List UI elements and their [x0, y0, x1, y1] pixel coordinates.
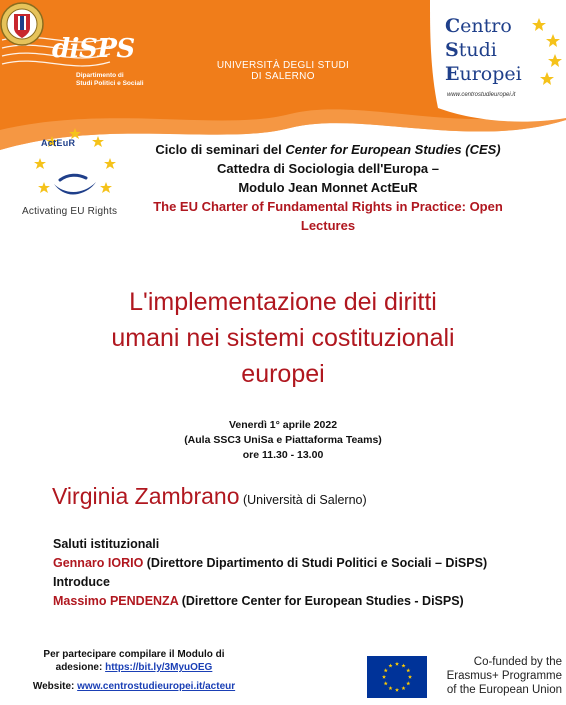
introduce-role: (Direttore Center for European Studies - DiSPS): [178, 594, 464, 608]
title-line-1: L'implementazione dei diritti: [129, 288, 437, 316]
eu-flag-icon: [367, 656, 427, 698]
cse-line-1: Centro: [445, 15, 512, 37]
cse-stars-icon: [529, 14, 563, 92]
disps-sub-line2: Studi Politici e Sociali: [76, 79, 144, 87]
event-title: [40, 284, 526, 392]
greetings-label: Saluti istituzionali: [53, 537, 160, 551]
event-date: Venerdì 1° aprile 2022: [228, 419, 338, 431]
registration-info: [24, 648, 244, 693]
greetings-row: [53, 554, 553, 573]
intro-line-2: Cattedra di Sociologia dell'Europa –: [217, 161, 439, 176]
cse-line-3: Europei: [445, 63, 522, 85]
intro-line-3: Modulo Jean Monnet ActEuR: [238, 180, 418, 195]
speaker-affiliation: (Università di Salerno): [239, 493, 367, 507]
introduce-row: [53, 592, 553, 611]
university-name: [205, 60, 361, 82]
disps-sub-line1: Dipartimento di: [76, 72, 124, 79]
eu-line-2: Erasmus+ Programme: [446, 670, 562, 682]
university-name-line2: DI SALERNO: [251, 71, 315, 82]
erasmus-cofunding: [432, 655, 562, 697]
cse-url: www.centrostudieuropei.it: [447, 92, 516, 98]
registration-line-1: Per partecipare compilare il Modulo di: [43, 649, 225, 660]
registration-line-2: adesione: https://bit.ly/3MyuOEG: [55, 662, 213, 673]
intro-line-1: Ciclo di seminari del Center for European Studies (CES): [155, 142, 501, 157]
university-name-line1: UNIVERSITÀ DEGLI STUDI: [216, 60, 350, 71]
speaker: [52, 483, 552, 510]
eu-line-3: of the European Union: [446, 684, 562, 696]
intro-line-4: The EU Charter of Fundamental Rights in Practice: Open: [153, 199, 503, 214]
eu-line-1: Co-funded by the: [473, 656, 562, 668]
title-line-3: europei: [241, 360, 325, 388]
intro-line-5: Lectures: [300, 218, 356, 233]
greetings-role: (Direttore Dipartimento di Studi Politici e Sociali – DiSPS): [143, 556, 488, 570]
event-time: ore 11.30 - 13.00: [242, 449, 324, 461]
introduce-label: Introduce: [53, 575, 110, 589]
university-crest-icon: [0, 0, 44, 48]
greetings-name: Gennaro IORIO: [53, 556, 144, 570]
disps-logo-subtitle: [76, 72, 144, 87]
program: [53, 535, 553, 611]
registration-form-link[interactable]: https://bit.ly/3MyuOEG: [105, 662, 213, 673]
website-line: Website: www.centrostudieuropei.it/acteur: [32, 681, 236, 692]
introduce-name: Massimo PENDENZA: [53, 594, 179, 608]
title-line-2: umani nei sistemi costituzionali: [111, 324, 455, 352]
centro-studi-europei-logo: [443, 14, 563, 104]
seminar-intro: [128, 140, 528, 235]
disps-logo-text: diSPS: [52, 34, 135, 64]
cse-line-2: Studi: [445, 39, 497, 61]
website-link[interactable]: www.centrostudieuropei.it/acteur: [77, 681, 236, 692]
event-place: (Aula SSC3 UniSa e Piattaforma Teams): [184, 434, 382, 446]
acteur-tagline: Activating EU Rights: [22, 206, 118, 217]
event-details: [120, 418, 446, 463]
speaker-name: Virginia Zambrano: [52, 483, 240, 509]
acteur-label: ActEuR: [41, 138, 76, 148]
